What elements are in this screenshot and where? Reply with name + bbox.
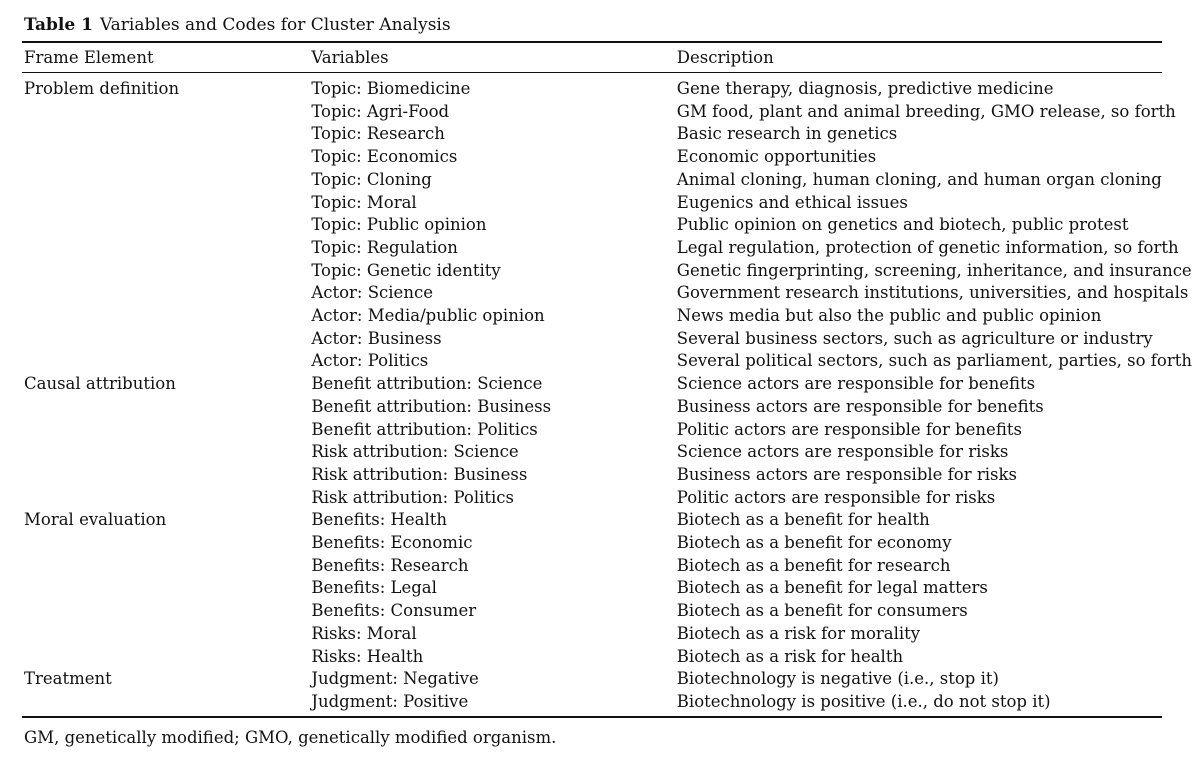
frame-element-cell	[24, 577, 311, 600]
table-caption	[24, 14, 451, 36]
table-row	[24, 509, 1192, 532]
frame-element-cell	[24, 623, 311, 646]
description-cell: Government research institutions, universities, and hospitals	[676, 283, 1189, 303]
description-cell: Legal regulation, protection of genetic information, so forth	[676, 237, 1179, 257]
table-row	[24, 260, 1192, 283]
variable-cell: Benefits: Research	[311, 555, 469, 575]
description-cell: Biotech as a risk for health	[676, 646, 904, 666]
table-row	[24, 441, 1192, 464]
description-cell: News media but also the public and public opinion	[676, 306, 1102, 326]
description-cell: Science actors are responsible for benefits	[676, 374, 1036, 394]
frame-element-cell	[24, 214, 311, 237]
description-cell: Gene therapy, diagnosis, predictive medicine	[676, 79, 1054, 98]
table-row	[24, 169, 1192, 192]
header-description: Description	[676, 48, 774, 67]
frame-element-cell	[24, 487, 311, 510]
variable-cell: Judgment: Negative	[311, 669, 479, 689]
table-row	[24, 691, 1192, 714]
variable-cell: Topic: Agri-Food	[311, 101, 450, 121]
table-row	[24, 600, 1192, 623]
table-row	[24, 623, 1192, 646]
frame-element-cell	[24, 464, 311, 487]
description-cell: Biotech as a benefit for research	[676, 555, 951, 575]
variable-cell: Actor: Media/public opinion	[311, 306, 545, 326]
variable-cell: Risk attribution: Science	[311, 442, 519, 462]
variable-cell: Benefit attribution: Science	[311, 374, 543, 394]
variable-cell: Benefit attribution: Politics	[311, 419, 538, 439]
description-cell: Science actors are responsible for risks	[676, 442, 1009, 462]
description-cell: Eugenics and ethical issues	[676, 192, 908, 212]
table-row	[24, 72, 1192, 101]
description-cell: Genetic fingerprinting, screening, inheritance, and insurance	[676, 260, 1192, 280]
description-cell: Politic actors are responsible for benefits	[676, 419, 1022, 439]
variable-cell: Risks: Health	[311, 646, 424, 666]
frame-element-cell: Problem definition	[24, 79, 180, 98]
table-row	[24, 419, 1192, 442]
frame-element-cell	[24, 123, 311, 146]
table-row	[24, 577, 1192, 600]
table-row	[24, 487, 1192, 510]
frame-element-cell: Moral evaluation	[24, 510, 167, 530]
description-cell: Business actors are responsible for benefits	[676, 396, 1044, 416]
frame-element-cell	[24, 441, 311, 464]
frame-element-cell	[24, 328, 311, 351]
table-row	[24, 464, 1192, 487]
variable-cell: Topic: Economics	[311, 147, 458, 167]
variable-cell: Benefits: Economic	[311, 533, 473, 553]
description-cell: Animal cloning, human cloning, and human organ cloning	[676, 169, 1162, 189]
frame-element-cell	[24, 350, 311, 373]
table-title: Variables and Codes for Cluster Analysis	[99, 15, 451, 35]
frame-element-cell	[24, 101, 311, 124]
table-row	[24, 101, 1192, 124]
frame-element-cell	[24, 646, 311, 669]
variable-cell: Benefits: Consumer	[311, 601, 477, 621]
description-cell: Economic opportunities	[676, 147, 877, 167]
variable-cell: Risk attribution: Business	[311, 464, 528, 484]
table-row	[24, 350, 1192, 373]
table-row	[24, 646, 1192, 669]
table-row	[24, 123, 1192, 146]
description-cell: Public opinion on genetics and biotech, public protest	[676, 215, 1129, 235]
top-rule	[22, 41, 1162, 43]
frame-element-cell	[24, 555, 311, 578]
frame-element-cell	[24, 691, 311, 714]
variable-cell: Judgment: Positive	[311, 691, 469, 711]
variable-cell: Topic: Biomedicine	[311, 79, 471, 98]
frame-element-cell	[24, 260, 311, 283]
description-cell: Biotech as a benefit for legal matters	[676, 578, 988, 598]
table-row	[24, 396, 1192, 419]
table-row	[24, 328, 1192, 351]
header-variables: Variables	[311, 48, 389, 67]
description-cell: Biotech as a benefit for consumers	[676, 601, 968, 621]
frame-element-cell: Treatment	[24, 669, 112, 689]
header-frame-element: Frame Element	[24, 48, 154, 67]
table-body	[24, 72, 1192, 714]
description-cell: Several political sectors, such as parliament, parties, so forth	[676, 351, 1192, 371]
frame-element-cell	[24, 282, 311, 305]
table-row	[24, 192, 1192, 215]
variable-cell: Actor: Politics	[311, 351, 429, 371]
table-row	[24, 305, 1192, 328]
description-cell: Several business sectors, such as agriculture or industry	[676, 328, 1153, 348]
variable-cell: Topic: Cloning	[311, 169, 432, 189]
table-row	[24, 237, 1192, 260]
variable-cell: Topic: Genetic identity	[311, 260, 501, 280]
variable-cell: Benefits: Legal	[311, 578, 437, 598]
variable-cell: Risks: Moral	[311, 623, 417, 643]
description-cell: GM food, plant and animal breeding, GMO release, so forth	[676, 101, 1176, 121]
description-cell: Business actors are responsible for risks	[676, 464, 1017, 484]
frame-element-cell	[24, 237, 311, 260]
frame-element-cell	[24, 146, 311, 169]
table-number: Table 1	[24, 15, 93, 35]
variable-cell: Benefits: Health	[311, 510, 448, 530]
frame-element-cell: Causal attribution	[24, 374, 176, 394]
description-cell: Biotech as a benefit for economy	[676, 533, 952, 553]
table-row	[24, 555, 1192, 578]
header-row	[24, 44, 1192, 72]
description-cell: Basic research in genetics	[676, 124, 898, 144]
bottom-rule	[22, 716, 1162, 718]
frame-element-cell	[24, 305, 311, 328]
table-row	[24, 214, 1192, 237]
table-row	[24, 668, 1192, 691]
table-row	[24, 146, 1192, 169]
frame-element-cell	[24, 396, 311, 419]
variable-cell: Actor: Science	[311, 283, 433, 303]
variable-cell: Actor: Business	[311, 328, 442, 348]
table-row	[24, 282, 1192, 305]
frame-element-cell	[24, 532, 311, 555]
frame-element-cell	[24, 419, 311, 442]
variable-cell: Topic: Regulation	[311, 237, 458, 257]
description-cell: Politic actors are responsible for risks	[676, 487, 996, 507]
variable-cell: Topic: Public opinion	[311, 215, 487, 235]
description-cell: Biotechnology is negative (i.e., stop it)	[676, 669, 999, 689]
description-cell: Biotech as a benefit for health	[676, 510, 930, 530]
frame-element-cell	[24, 169, 311, 192]
table-row	[24, 532, 1192, 555]
variable-cell: Topic: Research	[311, 124, 445, 144]
frame-element-cell	[24, 600, 311, 623]
frame-element-cell	[24, 192, 311, 215]
variable-cell: Topic: Moral	[311, 192, 417, 212]
variables-table	[24, 44, 1192, 714]
variable-cell: Benefit attribution: Business	[311, 396, 552, 416]
description-cell: Biotechnology is positive (i.e., do not stop it)	[676, 691, 1051, 711]
variable-cell: Risk attribution: Politics	[311, 487, 515, 507]
description-cell: Biotech as a risk for morality	[676, 623, 921, 643]
table-row	[24, 373, 1192, 396]
table-footnote: GM, genetically modified; GMO, genetically modified organism.	[24, 728, 557, 747]
